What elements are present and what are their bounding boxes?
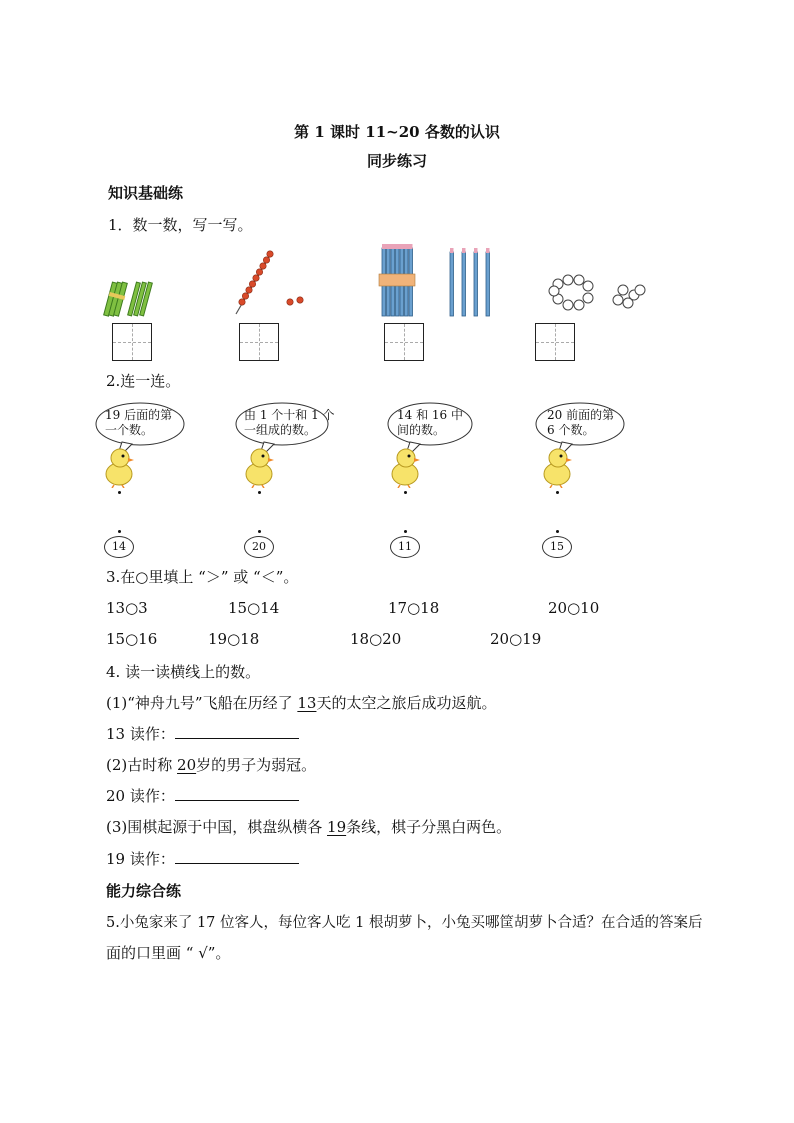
connect-dot-bottom-1[interactable] [118,530,121,533]
connect-dot-bottom-4[interactable] [556,530,559,533]
connect-dot-bottom-3[interactable] [404,530,407,533]
bead-string-icon [232,250,312,318]
bubble-3-text: 14 和 16 中 间的数。 [397,408,463,437]
q5-line2: 面的口里画 “ √”。 [106,944,231,962]
compare-item: 20○19 [490,630,542,648]
answer-line-2 [175,786,299,801]
compare-item: 17○18 [388,599,440,617]
connect-dot-top-3[interactable] [404,491,407,494]
q3-label: 3.在○里填上 “＞” 或 “＜”。 [106,568,299,586]
page-subtitle: 同步练习 [366,152,427,170]
number-oval-1: 14 [104,536,134,558]
pencils-icon [378,242,502,318]
q4-answer1[interactable]: 13 读作： [106,723,299,744]
compare-item: 15○14 [228,599,280,617]
q4-part1: (1)“神舟九号”飞船在历经了 13天的太空之旅后成功返航。 [106,694,497,712]
compare-item: 19○18 [208,630,260,648]
q5-line1: 5.小兔家来了 17 位客人，每位客人吃 1 根胡萝卜，小兔买哪筐胡萝卜合适？在合适的答案后 [106,915,703,931]
bubble-1-text: 19 后面的第 一个数。 [105,408,173,437]
compare-item: 20○10 [548,599,600,617]
q1-label: 1．数一数，写一写。 [108,216,253,234]
answer-box-3[interactable] [384,323,424,361]
bubble-4-text: 20 前面的第 6 个数。 [547,408,615,437]
compare-item: 15○16 [106,630,158,648]
chick-icon [540,446,574,488]
compare-item: 13○3 [106,599,148,617]
connect-dot-top-4[interactable] [556,491,559,494]
answer-line-3 [175,849,299,864]
q4-answer3[interactable]: 19 读作： [106,848,299,869]
answer-box-2[interactable] [239,323,279,361]
section-basic: 知识基础练 [108,184,184,202]
number-oval-4: 15 [542,536,572,558]
chick-icon [388,446,422,488]
bubble-2-text: 由 1 个十和 1 个 一组成的数。 [244,408,335,437]
compare-item: 18○20 [350,630,402,648]
answer-box-1[interactable] [112,323,152,361]
bundle-sticks-icon [100,276,160,318]
q4-part2: (2)古时称 20岁的男子为弱冠。 [106,756,317,774]
q4-label: 4. 读一读横线上的数。 [106,663,261,681]
connect-dot-bottom-2[interactable] [258,530,261,533]
circles-icon [546,272,650,318]
q4-answer2[interactable]: 20 读作： [106,785,299,806]
chick-icon [102,446,136,488]
number-oval-2: 20 [244,536,274,558]
section-ability: 能力综合练 [106,882,182,900]
answer-line-1 [175,724,299,739]
q2-label: 2.连一连。 [106,372,181,390]
connect-dot-top-1[interactable] [118,491,121,494]
q4-part3: (3)围棋起源于中国，棋盘纵横各 19条线，棋子分黑白两色。 [106,818,512,836]
answer-box-4[interactable] [535,323,575,361]
number-oval-3: 11 [390,536,420,558]
page-title: 第 1 课时 11~20 各数的认识 [294,123,500,141]
chick-icon [242,446,276,488]
connect-dot-top-2[interactable] [258,491,261,494]
